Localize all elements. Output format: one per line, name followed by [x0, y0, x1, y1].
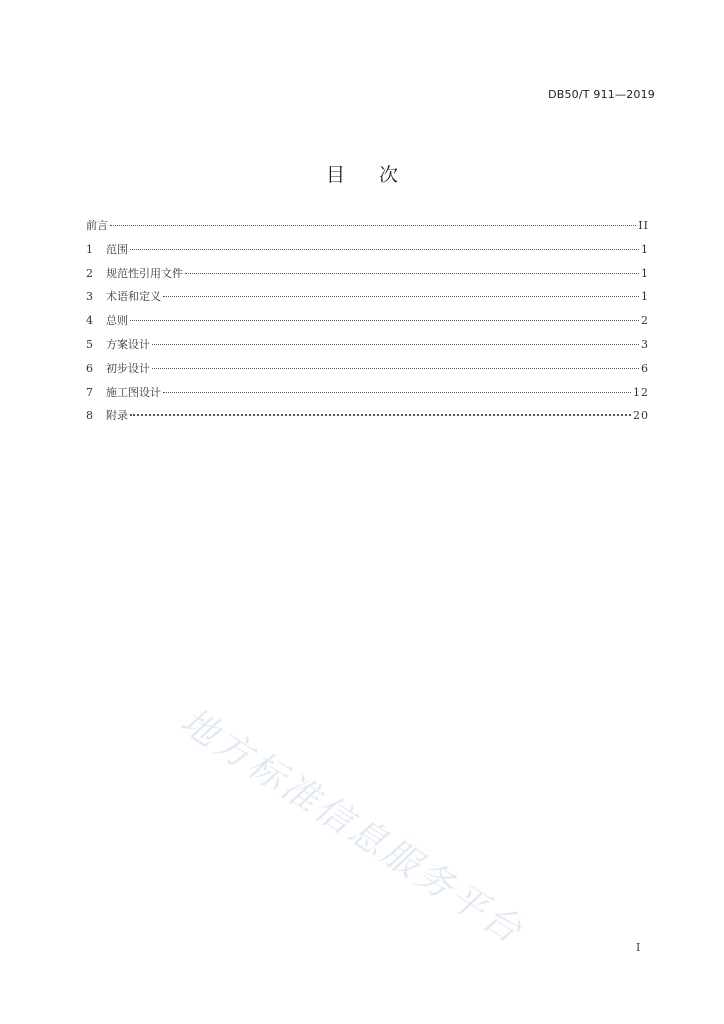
- toc-leader-dots: [152, 344, 639, 345]
- toc-entry-number: 2: [86, 266, 93, 280]
- toc-entry-scope[interactable]: [86, 243, 649, 267]
- toc-entry-number: 5: [86, 337, 93, 351]
- toc-entry-label: 附录: [106, 409, 128, 423]
- toc-entry-number: 8: [86, 409, 93, 423]
- toc-entry-terms-definitions[interactable]: [86, 290, 649, 314]
- toc-entry-label: 总则: [106, 314, 128, 328]
- toc-entry-number: 7: [86, 385, 93, 399]
- toc-leader-dots: [130, 414, 631, 416]
- toc-entry-number: 4: [86, 314, 93, 328]
- toc-entry-page: 1: [641, 266, 649, 280]
- toc-leader-dots: [185, 273, 639, 274]
- toc-entry-page: 20: [633, 409, 649, 423]
- toc-leader-dots: [152, 368, 639, 369]
- page-title: 目次: [325, 164, 432, 186]
- toc-entry-foreword[interactable]: [86, 219, 649, 243]
- toc-entry-page: II: [638, 219, 649, 232]
- toc-leader-dots: [163, 296, 639, 297]
- toc-entry-label: 规范性引用文件: [106, 266, 183, 280]
- toc-entry-construction-drawing-design[interactable]: [86, 386, 649, 410]
- toc-entry-normative-references[interactable]: [86, 267, 649, 291]
- page-number: I: [636, 941, 641, 954]
- table-of-contents: [86, 219, 649, 433]
- toc-entry-label: 施工图设计: [106, 385, 161, 399]
- document-code: DB50/T 911—2019: [548, 88, 655, 101]
- toc-entry-page: 1: [641, 290, 649, 304]
- toc-entry-label: 范围: [106, 242, 128, 256]
- toc-entry-number: 1: [86, 242, 93, 256]
- toc-entry-page: 3: [641, 337, 649, 351]
- toc-leader-dots: [110, 225, 636, 226]
- watermark: 地方标准信息服务平台: [173, 700, 532, 954]
- toc-entry-page: 1: [641, 242, 649, 256]
- toc-entry-number: 3: [86, 290, 93, 304]
- toc-entry-page: 2: [641, 314, 649, 328]
- toc-entry-number: 6: [86, 361, 93, 375]
- toc-leader-dots: [130, 249, 639, 250]
- toc-entry-label: 方案设计: [106, 337, 150, 351]
- toc-entry-general[interactable]: [86, 314, 649, 338]
- toc-entry-label: 术语和定义: [106, 290, 161, 304]
- toc-entry-label: 前言: [86, 219, 108, 232]
- toc-entry-page: 12: [633, 385, 649, 399]
- toc-entry-page: 6: [641, 361, 649, 375]
- toc-entry-label: 初步设计: [106, 361, 150, 375]
- toc-entry-preliminary-design[interactable]: [86, 362, 649, 386]
- toc-entry-appendix[interactable]: [86, 409, 649, 433]
- toc-leader-dots: [163, 392, 631, 393]
- toc-leader-dots: [130, 320, 639, 321]
- toc-entry-scheme-design[interactable]: [86, 338, 649, 362]
